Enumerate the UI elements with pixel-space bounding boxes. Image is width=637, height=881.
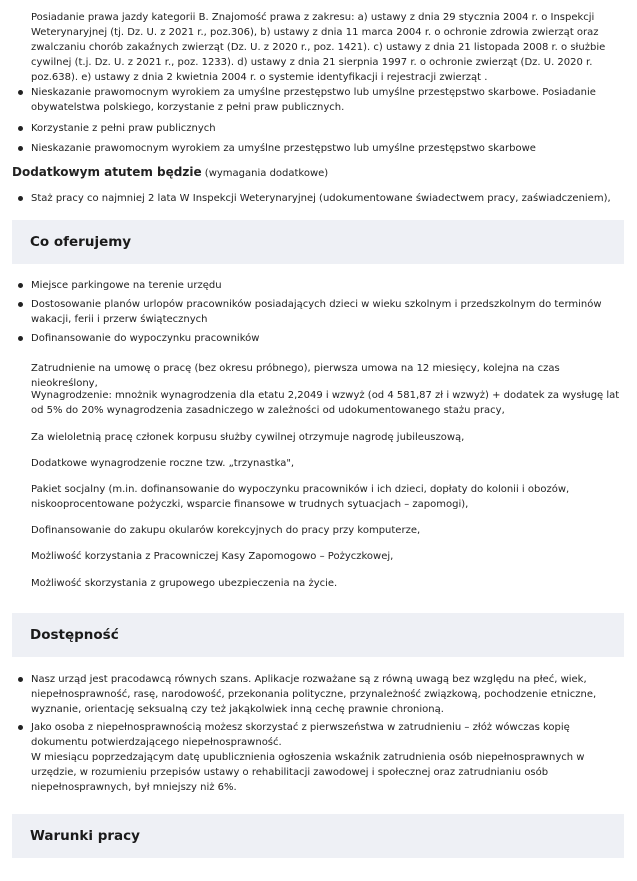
list-item: Nieskazanie prawomocnym wyrokiem za umyślne przestępstwo lub umyślne przestępstwo skarbowe. Posiadanie obywatelstwa polskiego, korzystanie z pełni praw publicznych. [31,85,616,115]
offer-section-header [12,220,624,264]
requirements-list [31,85,616,156]
list-item: Korzystanie z pełni praw publicznych [31,121,616,136]
additional-requirements-title: Dodatkowym atutem będzie [12,165,202,179]
disability-employment-note: W miesiącu poprzedzającym datę upublicznienia ogłoszenia wskaźnik zatrudnienia osób niepełnosprawnych w urzędzie, w rozumieniu przepisów ustawy o rehabilitacji zawodowej i społecznej oraz zatrudnianiu osób niepełnosprawnych, był mniejszy niż 6%. [31,752,585,793]
offer-paragraph: Możliwość korzystania z Pracowniczej Kasy Zapomogowo – Pożyczkowej, [31,551,394,562]
list-item: Nasz urząd jest pracodawcą równych szans. Aplikacje rozważane są z równą uwagą bez względu na płeć, wiek, niepełnosprawność, rasę, narodowość, przekonania polityczne, przynależność związkową, pochodzenie etniczne, wyznanie, orientację seksualną czy też jakąkolwiek inną cechę prawnie chronioną. [31,672,616,717]
offer-paragraph: Pakiet socjalny (m.in. dofinansowanie do wypoczynku pracowników i ich dzieci, dopłaty do kolonii i obozów, niskooprocentowane pożyczki, wsparcie finansowe w trudnych sytuacjach – zapomogi), [31,484,570,510]
list-item: Dofinansowanie do wypoczynku pracowników [31,331,616,346]
additional-requirements-list [31,191,616,206]
accessibility-section-title: Dostępność [30,627,119,643]
disability-priority-text: Jako osoba z niepełnosprawnością możesz skorzystać z pierwszeństwa w zatrudnieniu – złóż wówczas kopię dokumentu potwierdzającego niepełnosprawność. [31,722,570,748]
conditions-section-header [12,814,624,858]
list-item: Dostosowanie planów urlopów pracowników posiadających dzieci w wieku szkolnym i przedszkolnym do terminów wakacji, ferii i przerw świątecznych [31,297,616,327]
conditions-section-title: Warunki pracy [30,828,140,844]
accessibility-list [31,672,616,795]
offer-paragraph: Dodatkowe wynagrodzenie roczne tzw. „trzynastka", [31,458,295,469]
offer-paragraph: Za wieloletnią pracę członek korpusu służby cywilnej otrzymuje nagrodę jubileuszową, [31,432,465,443]
additional-requirements-heading [12,165,328,181]
offer-paragraph: Możliwość skorzystania z grupowego ubezpieczenia na życie. [31,578,338,589]
list-item: Staż pracy co najmniej 2 lata W Inspekcji Weterynaryjnej (udokumentowane świadectwem pracy, zaświadczeniem), [31,191,616,206]
list-item [31,720,616,795]
offer-section-title: Co oferujemy [30,234,132,250]
offer-list [31,278,616,346]
additional-requirements-subtitle: (wymagania dodatkowe) [204,168,329,179]
offer-paragraph: Zatrudnienie na umowę o pracę (bez okresu próbnego), pierwsza umowa na 12 miesięcy, kolejna na czas nieokreślony, [31,363,560,389]
list-item: Nieskazanie prawomocnym wyrokiem za umyślne przestępstwo lub umyślne przestępstwo skarbowe [31,141,616,156]
accessibility-section-header [12,613,624,657]
offer-paragraph: Wynagrodzenie: mnożnik wynagrodzenia dla etatu 2,2049 i wzwyż (od 4 581,87 zł i wzwyż) + dodatek za wysługę lat od 5% do 20% wynagrodzenia zasadniczego w zależności od udokumentowanego stażu pracy, [31,390,620,416]
offer-paragraph: Dofinansowanie do zakupu okularów korekcyjnych do pracy przy komputerze, [31,525,421,536]
requirements-intro-text: Posiadanie prawa jazdy kategorii B. Znajomość prawa z zakresu: a) ustawy z dnia 29 stycznia 2004 r. o Inspekcji Weterynaryjnej (tj. Dz. U. z 2021 r., poz.306), b) ustawy z dnia 11 marca 2004 r. o ochronie zdrowia zwierząt oraz zwalczaniu chorób zakaźnych zwierząt (Dz. U. z 2020 r., poz. 1421). c) ustawy z dnia 21 listopada 2008 r. o służbie cywilnej (t.j. Dz. U. z 2021 r., poz. 1233). d) ustawy z dnia 21 sierpnia 1997 r. o ochronie zwierząt (Dz. U. 2020 r. poz.638). e) ustawy z dnia 2 kwietnia 2004 r. o systemie identyfikacji i rejestracji zwierząt . [31,12,606,83]
list-item: Miejsce parkingowe na terenie urzędu [31,278,616,293]
